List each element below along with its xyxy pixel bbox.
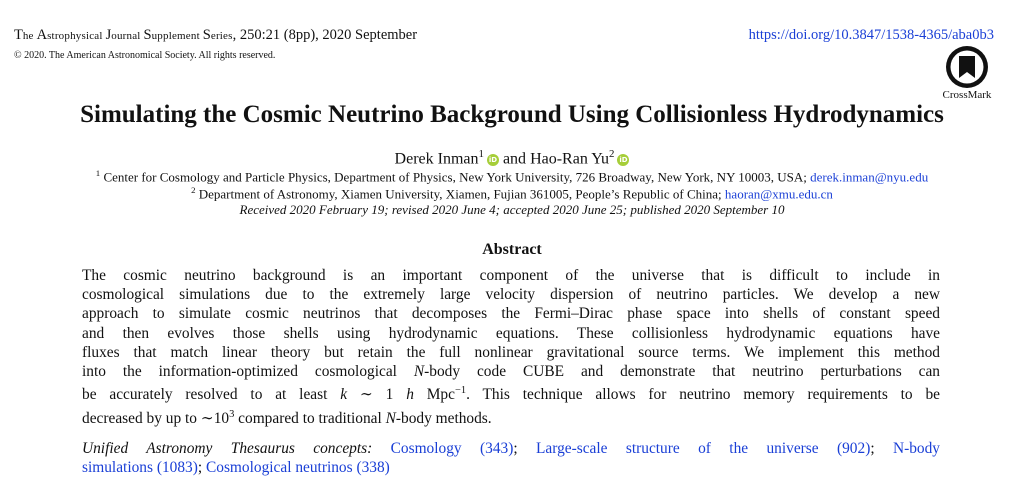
crossmark-badge[interactable] bbox=[938, 44, 996, 101]
abstract-line: cosmological simulations due to the extremely large velocity dispersion of neutrino particles. We develop a new bbox=[82, 286, 940, 304]
uat-line: simulations (1083); Cosmological neutrinos (338) bbox=[82, 459, 390, 477]
affiliation-text: Center for Cosmology and Particle Physics, Department of Physics, New York University, 726 Broadway, New York, NY 10003, USA; bbox=[103, 169, 811, 185]
abstract-math: N bbox=[385, 409, 396, 427]
abstract-exponent: −1 bbox=[454, 385, 467, 397]
author-affiliation-marker: 1 bbox=[478, 148, 484, 160]
orcid-icon[interactable]: iD bbox=[488, 156, 498, 165]
uat-line: Unified Astronomy Thesaurus concepts: Cosmology (343); Large-scale structure of the universe (902); N-body bbox=[82, 440, 941, 457]
affiliation-number: 2 bbox=[191, 185, 196, 195]
publication-dates: Received 2020 February 19; revised 2020 June 4; accepted 2020 June 25; published 2020 September 10 bbox=[239, 202, 785, 217]
abstract-math: k bbox=[340, 386, 348, 404]
journal-name-part: eries bbox=[210, 30, 233, 42]
uat-concepts bbox=[82, 439, 940, 477]
author-list bbox=[0, 148, 1024, 168]
journal-name-part: ournal bbox=[111, 30, 144, 42]
abstract-fragment: into the information-optimized cosmological bbox=[82, 363, 414, 381]
abstract-fragment: Mpc bbox=[413, 386, 455, 404]
journal-name-part: S bbox=[202, 27, 211, 43]
journal-name-part: T bbox=[14, 27, 23, 43]
journal-name-part: he bbox=[22, 30, 37, 42]
abstract-line bbox=[82, 405, 940, 428]
concept-link[interactable]: Cosmological neutrinos (338) bbox=[205, 459, 390, 477]
uat-label: Unified Astronomy Thesaurus concepts: bbox=[82, 440, 373, 457]
doi-link[interactable]: https://doi.org/10.3847/1538-4365/aba0b3 bbox=[748, 27, 994, 43]
affiliation bbox=[0, 168, 1024, 185]
author-joiner: and bbox=[498, 150, 531, 168]
email-link[interactable]: derek.inman@nyu.edu bbox=[810, 169, 929, 185]
author-name: Hao-Ran Yu bbox=[530, 150, 610, 168]
affiliation-number: 1 bbox=[95, 168, 101, 178]
paper-title: Simulating the Cosmic Neutrino Background Using Collisionless Hydrodynamics bbox=[80, 101, 944, 128]
copyright-notice: © 2020. The American Astronomical Society. All rights reserved. bbox=[14, 50, 276, 61]
author-affiliation-marker: 2 bbox=[609, 148, 615, 160]
abstract-fragment: decreased by up to ∼10 bbox=[82, 409, 230, 427]
author-name: Derek Inman bbox=[394, 150, 479, 168]
abstract-line: fluxes that match linear theory but retain the full nonlinear gravitational source terms. We implement this method bbox=[82, 343, 940, 361]
crossmark-label: CrossMark bbox=[942, 89, 992, 101]
affiliation bbox=[0, 185, 1024, 202]
abstract-fragment: . This technique allows for neutrino memory requirements to be bbox=[466, 386, 940, 404]
abstract-line bbox=[82, 362, 940, 381]
email-link[interactable]: haoran@xmu.edu.cn bbox=[724, 186, 833, 202]
abstract-math: h bbox=[406, 386, 414, 404]
orcid-icon[interactable]: iD bbox=[619, 156, 628, 165]
journal-name-part: strophysical bbox=[47, 30, 106, 42]
journal-header bbox=[14, 27, 417, 44]
journal-name-part: S bbox=[143, 27, 152, 43]
abstract-math: N bbox=[413, 363, 425, 381]
journal-name-part: A bbox=[36, 27, 48, 43]
abstract-line: and then evolves those shells using hydrodynamic equations. These collisionless hydrodynamic equations have bbox=[82, 324, 940, 342]
concept-link[interactable]: Large-scale structure of the universe (902) bbox=[536, 440, 871, 457]
abstract-line: approach to simulate cosmic neutrinos that decomposes the Fermi–Dirac phase space into shells of constant speed bbox=[82, 305, 940, 323]
abstract-fragment: -body methods. bbox=[395, 409, 492, 427]
abstract-exponent: 3 bbox=[229, 408, 235, 420]
abstract-text bbox=[82, 266, 940, 428]
journal-citation: , 250:21 (8pp), 2020 September bbox=[232, 27, 418, 43]
abstract-line: The cosmic neutrino background is an important component of the universe that is difficult to include in bbox=[82, 267, 940, 284]
abstract-fragment: ∼ 1 bbox=[347, 386, 407, 404]
crossmark-icon bbox=[942, 44, 992, 90]
abstract-fragment: -body code CUBE and demonstrate that neutrino perturbations can bbox=[424, 363, 940, 381]
abstract-fragment: compared to traditional bbox=[234, 409, 386, 427]
abstract-fragment: be accurately resolved to at least bbox=[82, 386, 341, 404]
journal-name-part: J bbox=[105, 27, 112, 43]
concept-link[interactable]: N-body bbox=[892, 440, 941, 457]
concept-link[interactable]: simulations (1083) bbox=[82, 459, 198, 477]
affiliation-text: Department of Astronomy, Xiamen University, Xiamen, Fujian 361005, People’s Republic of China; bbox=[198, 186, 725, 202]
journal-name-part: upplement bbox=[151, 30, 203, 42]
abstract-line bbox=[82, 381, 940, 404]
abstract-heading: Abstract bbox=[482, 241, 542, 258]
concept-link[interactable]: Cosmology (343) bbox=[390, 440, 514, 457]
